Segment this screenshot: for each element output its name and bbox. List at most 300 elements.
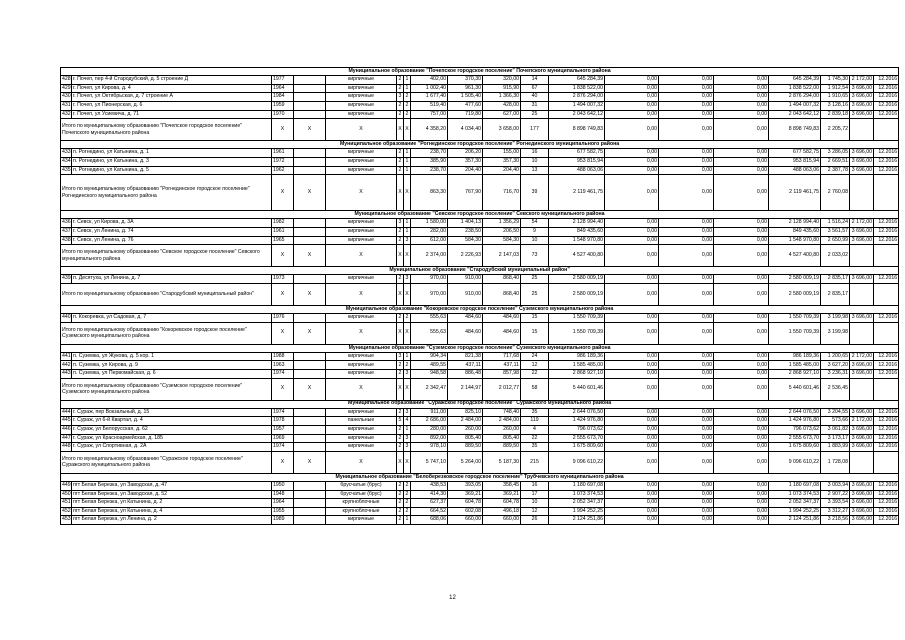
table-cell: 429 bbox=[61, 84, 72, 93]
table-cell: 3 696,00 bbox=[850, 443, 874, 452]
total-cell: 2 374,00 bbox=[411, 245, 448, 267]
table-cell: 1963 bbox=[272, 361, 294, 370]
table-cell: 119 bbox=[521, 417, 549, 426]
section-header bbox=[61, 267, 899, 275]
table-cell: 1 677,40 bbox=[411, 93, 448, 102]
table-row bbox=[61, 516, 899, 525]
table-cell: 430 bbox=[61, 93, 72, 102]
table-cell: 0,00 bbox=[605, 352, 659, 361]
table-cell bbox=[294, 149, 326, 158]
total-cell: 9 096 610,22 bbox=[769, 451, 821, 473]
table-cell: 3 696,00 bbox=[850, 101, 874, 110]
table-cell: 3 bbox=[404, 443, 411, 452]
table-cell: 0,00 bbox=[659, 76, 714, 85]
table-cell: 0,00 bbox=[605, 361, 659, 370]
total-cell: X bbox=[404, 378, 411, 400]
total-cell: X bbox=[326, 175, 397, 211]
table-cell: 54 bbox=[521, 219, 549, 228]
table-cell: 1 550 709,39 bbox=[769, 314, 821, 323]
total-cell: 5 187,30 bbox=[483, 451, 521, 473]
table-cell: 12.2016 bbox=[874, 76, 899, 85]
table-cell: 1964 bbox=[272, 84, 294, 93]
table-cell: 496,18 bbox=[483, 507, 521, 516]
table-row bbox=[61, 101, 899, 110]
table-cell: 1 073 374,53 bbox=[769, 490, 821, 499]
total-cell bbox=[874, 283, 899, 305]
total-cell bbox=[850, 245, 874, 267]
table-cell: 1974 bbox=[272, 370, 294, 379]
table-cell: 13 bbox=[521, 166, 549, 175]
table-cell: 0,00 bbox=[714, 101, 769, 110]
table-cell: 573,66 bbox=[821, 417, 850, 426]
total-cell: 5 440 601,46 bbox=[549, 378, 605, 400]
table-cell: 3 696,00 bbox=[850, 426, 874, 435]
table-cell: 2 650,99 bbox=[821, 236, 850, 245]
table-cell: 1 bbox=[404, 84, 411, 93]
table-cell: 3 061,82 bbox=[821, 426, 850, 435]
table-cell: 3 696,00 bbox=[850, 361, 874, 370]
table-cell: 484,60 bbox=[483, 314, 521, 323]
table-cell: г. Почеп, ул Усиевича, д. 71 bbox=[72, 110, 272, 119]
table-cell: 1950 bbox=[272, 481, 294, 490]
section-header bbox=[61, 400, 899, 408]
total-cell: 4 527 400,80 bbox=[549, 245, 605, 267]
housing-registry-table bbox=[60, 67, 899, 525]
table-cell: 12.2016 bbox=[874, 352, 899, 361]
total-label: Итого по муниципальному образованию "Севское городское поселение" Севского муниципального района bbox=[61, 245, 272, 267]
table-cell: г. Сураж, ул Спортивная, д. 2А bbox=[72, 443, 272, 452]
total-cell bbox=[850, 378, 874, 400]
table-cell: 12.2016 bbox=[874, 499, 899, 508]
total-cell: 0,00 bbox=[714, 322, 769, 344]
table-cell: 206,50 bbox=[483, 227, 521, 236]
table-row bbox=[61, 219, 899, 228]
table-cell: 3 173,17 bbox=[821, 434, 850, 443]
table-cell: 2 043 642,12 bbox=[549, 110, 605, 119]
table-cell: 868,40 bbox=[483, 275, 521, 284]
table-cell: 433 bbox=[61, 149, 72, 158]
table-cell: 961,30 bbox=[448, 84, 483, 93]
table-cell: 2 bbox=[404, 110, 411, 119]
table-cell: 35 bbox=[521, 443, 549, 452]
table-cell: 320,00 bbox=[483, 76, 521, 85]
total-cell: 4 527 400,80 bbox=[769, 245, 821, 267]
table-cell: 2 bbox=[404, 101, 411, 110]
table-row bbox=[61, 490, 899, 499]
total-cell: X bbox=[272, 378, 294, 400]
total-cell: X bbox=[294, 451, 326, 473]
table-cell: 2 052 347,37 bbox=[769, 499, 821, 508]
total-cell: X bbox=[294, 378, 326, 400]
table-cell: 1 bbox=[404, 352, 411, 361]
table-cell: 40 bbox=[521, 93, 549, 102]
table-cell: кирпичные bbox=[326, 227, 397, 236]
table-cell: 948,58 bbox=[411, 370, 448, 379]
table-cell bbox=[294, 426, 326, 435]
table-cell: 12.2016 bbox=[874, 149, 899, 158]
table-cell: 3 bbox=[404, 275, 411, 284]
total-cell: X bbox=[404, 451, 411, 473]
table-cell bbox=[294, 110, 326, 119]
table-cell: 1 bbox=[404, 426, 411, 435]
table-cell bbox=[294, 370, 326, 379]
table-cell: 3 236,31 bbox=[821, 370, 850, 379]
total-cell: X bbox=[294, 119, 326, 141]
table-cell: 385,90 bbox=[411, 157, 448, 166]
table-cell: 889,50 bbox=[448, 443, 483, 452]
table-cell: 282,00 bbox=[411, 227, 448, 236]
total-cell: X bbox=[397, 119, 404, 141]
table-cell: 1 494 007,32 bbox=[549, 101, 605, 110]
table-cell: 2 172,00 bbox=[850, 76, 874, 85]
total-label: Итого по муниципальному образованию "Кокоревское городское поселение" Суземского муниципального района bbox=[61, 322, 272, 344]
total-cell: 484,60 bbox=[483, 322, 521, 344]
table-cell: 2 bbox=[397, 443, 404, 452]
table-cell: панельные bbox=[326, 417, 397, 426]
table-cell: 1 180 697,08 bbox=[549, 481, 605, 490]
table-cell: 1 585 485,00 bbox=[549, 361, 605, 370]
table-cell: 3 312,27 bbox=[821, 507, 850, 516]
table-cell: 0,00 bbox=[659, 434, 714, 443]
total-cell: 8 898 749,83 bbox=[549, 119, 605, 141]
table-cell: 434 bbox=[61, 157, 72, 166]
section-header bbox=[61, 344, 899, 352]
table-cell: 0,00 bbox=[605, 84, 659, 93]
table-cell: 645 284,39 bbox=[769, 76, 821, 85]
table-cell: 1 883,99 bbox=[821, 443, 850, 452]
table-cell: 26 bbox=[521, 516, 549, 525]
table-cell: 986 189,36 bbox=[549, 352, 605, 361]
total-cell: X bbox=[272, 322, 294, 344]
total-cell: 484,60 bbox=[448, 322, 483, 344]
table-cell: 0,00 bbox=[605, 481, 659, 490]
table-cell: п. Суземка, ул Жукова, д. 5 кор. 1 bbox=[72, 352, 272, 361]
table-cell: 12 bbox=[521, 361, 549, 370]
table-cell: 0,00 bbox=[714, 149, 769, 158]
table-cell bbox=[294, 507, 326, 516]
total-cell: X bbox=[397, 451, 404, 473]
total-cell: 0,00 bbox=[605, 245, 659, 267]
table-cell: г. Почеп, ул Пионерская, д. 6 bbox=[72, 101, 272, 110]
table-cell: 857,98 bbox=[483, 370, 521, 379]
table-cell: 453 bbox=[61, 516, 72, 525]
total-cell: 767,90 bbox=[448, 175, 483, 211]
table-cell: 3 218,56 bbox=[821, 516, 850, 525]
table-cell: 393,05 bbox=[448, 481, 483, 490]
table-cell: 238,70 bbox=[411, 166, 448, 175]
table-cell: кирпичные bbox=[326, 149, 397, 158]
table-row bbox=[61, 227, 899, 236]
total-cell: 58 bbox=[521, 378, 549, 400]
total-cell: X bbox=[294, 283, 326, 305]
table-cell: 805,40 bbox=[483, 434, 521, 443]
table-cell: 3 696,00 bbox=[850, 157, 874, 166]
table-cell: 1 bbox=[404, 76, 411, 85]
table-cell: 444 bbox=[61, 408, 72, 417]
table-cell: пгт Белая Березка, ул Ленина, д. 2 bbox=[72, 516, 272, 525]
table-cell: 2 bbox=[404, 499, 411, 508]
total-cell: 39 bbox=[521, 175, 549, 211]
table-cell: 369,21 bbox=[448, 490, 483, 499]
table-cell: 437 bbox=[61, 227, 72, 236]
table-cell: 0,00 bbox=[605, 314, 659, 323]
total-row bbox=[61, 245, 899, 267]
table-cell: 3 696,00 bbox=[850, 166, 874, 175]
table-cell: 519,40 bbox=[411, 101, 448, 110]
table-cell: кирпичные bbox=[326, 370, 397, 379]
table-cell: 2 bbox=[404, 490, 411, 499]
total-cell: 0,00 bbox=[605, 378, 659, 400]
table-cell: кирпичные bbox=[326, 76, 397, 85]
total-cell: X bbox=[326, 451, 397, 473]
table-cell: 1976 bbox=[272, 314, 294, 323]
table-cell: 2 644 076,50 bbox=[769, 408, 821, 417]
table-cell: г. Почеп, ул Октябрьская, д. 7 строение А bbox=[72, 93, 272, 102]
table-cell: 2 bbox=[397, 101, 404, 110]
table-cell: 0,00 bbox=[714, 275, 769, 284]
table-row bbox=[61, 481, 899, 490]
table-cell: 2 868 927,10 bbox=[769, 370, 821, 379]
total-cell: 2 536,45 bbox=[821, 378, 850, 400]
table-cell: 0,00 bbox=[605, 426, 659, 435]
table-cell: кирпичные bbox=[326, 219, 397, 228]
table-row bbox=[61, 426, 899, 435]
table-cell: 0,00 bbox=[714, 166, 769, 175]
table-cell: 584,30 bbox=[483, 236, 521, 245]
total-cell: 2 119 461,75 bbox=[549, 175, 605, 211]
table-cell: пгт Белая Березка, ул Заводская, д. 47 bbox=[72, 481, 272, 490]
total-cell: X bbox=[397, 322, 404, 344]
total-row bbox=[61, 451, 899, 473]
total-cell: 177 bbox=[521, 119, 549, 141]
table-cell bbox=[294, 101, 326, 110]
table-cell: 12.2016 bbox=[874, 481, 899, 490]
table-cell: 2 bbox=[404, 314, 411, 323]
table-cell: 3 627,20 bbox=[821, 361, 850, 370]
total-cell: 25 bbox=[521, 283, 549, 305]
table-cell: 1 505,40 bbox=[448, 93, 483, 102]
table-cell: 0,00 bbox=[714, 443, 769, 452]
total-cell: 0,00 bbox=[659, 322, 714, 344]
table-cell: 2 686,00 bbox=[411, 417, 448, 426]
table-cell: 1959 bbox=[272, 101, 294, 110]
table-cell: п. Суземка, ул Кирова, д. 9 bbox=[72, 361, 272, 370]
table-cell: пгт Белая Березка, ул Катынина, д. 4 bbox=[72, 507, 272, 516]
table-row bbox=[61, 84, 899, 93]
table-cell: 1 bbox=[404, 157, 411, 166]
table-cell: 2 484,00 bbox=[448, 417, 483, 426]
table-cell: 12 bbox=[521, 507, 549, 516]
table-cell: 0,00 bbox=[714, 434, 769, 443]
table-cell: 12.2016 bbox=[874, 426, 899, 435]
table-cell: 0,00 bbox=[659, 275, 714, 284]
table-cell: 0,00 bbox=[659, 149, 714, 158]
table-cell: 3 003,94 bbox=[821, 481, 850, 490]
table-cell: 0,00 bbox=[714, 370, 769, 379]
table-cell: 2 043 642,12 bbox=[769, 110, 821, 119]
table-cell: 357,30 bbox=[483, 157, 521, 166]
table-row bbox=[61, 166, 899, 175]
table-cell: 1 bbox=[404, 516, 411, 525]
table-cell: 1 424 976,80 bbox=[549, 417, 605, 426]
table-cell: кирпичные bbox=[326, 408, 397, 417]
table-cell: 442 bbox=[61, 361, 72, 370]
table-cell: 1982 bbox=[272, 219, 294, 228]
table-cell: 357,30 bbox=[448, 157, 483, 166]
total-cell: 0,00 bbox=[714, 451, 769, 473]
table-cell: 1 675 809,60 bbox=[549, 443, 605, 452]
table-cell: 0,00 bbox=[714, 516, 769, 525]
table-cell: 0,00 bbox=[714, 110, 769, 119]
total-cell: 970,00 bbox=[411, 283, 448, 305]
table-cell: 2 124 251,86 bbox=[549, 516, 605, 525]
total-cell bbox=[874, 322, 899, 344]
table-cell: 435 bbox=[61, 166, 72, 175]
table-cell: 1964 bbox=[272, 499, 294, 508]
total-cell: X bbox=[397, 283, 404, 305]
table-cell: 612,00 bbox=[411, 236, 448, 245]
table-cell: 488 063,06 bbox=[549, 166, 605, 175]
total-cell bbox=[874, 245, 899, 267]
total-cell: 0,00 bbox=[659, 119, 714, 141]
table-cell: 757,00 bbox=[411, 110, 448, 119]
total-cell: 555,63 bbox=[411, 322, 448, 344]
table-cell: брусчатые (брус) bbox=[326, 490, 397, 499]
table-cell: 2 555 673,70 bbox=[549, 434, 605, 443]
table-cell: г. Сураж, пер Вокзальный, д. 15 bbox=[72, 408, 272, 417]
total-cell: 2 342,47 bbox=[411, 378, 448, 400]
section-title: Муниципальное образование "Суземское городское поселение" Суземского муниципального района bbox=[61, 344, 899, 352]
table-cell: 1948 bbox=[272, 490, 294, 499]
table-row bbox=[61, 93, 899, 102]
table-cell bbox=[294, 157, 326, 166]
table-cell: 3 199,98 bbox=[821, 314, 850, 323]
table-cell: пгт Белая Березка, ул Заводская, д. 52 bbox=[72, 490, 272, 499]
table-cell: 2 484,00 bbox=[483, 417, 521, 426]
total-cell: 1 550 709,39 bbox=[549, 322, 605, 344]
table-cell: г. Почеп, ул Кирова, д. 4 bbox=[72, 84, 272, 93]
table-cell: 431 bbox=[61, 101, 72, 110]
total-cell: 910,00 bbox=[448, 283, 483, 305]
total-cell: X bbox=[404, 175, 411, 211]
table-cell: 0,00 bbox=[605, 443, 659, 452]
table-cell: 477,60 bbox=[448, 101, 483, 110]
table-cell: 489,55 bbox=[411, 361, 448, 370]
registry-body bbox=[61, 68, 899, 525]
table-cell: 1 bbox=[404, 149, 411, 158]
table-cell: 2 907,22 bbox=[821, 490, 850, 499]
table-cell: 0,00 bbox=[659, 236, 714, 245]
total-cell: X bbox=[272, 245, 294, 267]
table-cell: 1 585 485,00 bbox=[769, 361, 821, 370]
table-cell: 445 bbox=[61, 417, 72, 426]
table-cell: 10 bbox=[521, 499, 549, 508]
table-cell: 260,00 bbox=[483, 426, 521, 435]
table-cell: 660,00 bbox=[483, 516, 521, 525]
table-cell bbox=[294, 275, 326, 284]
table-cell: 428,00 bbox=[483, 101, 521, 110]
table-cell: 796 073,62 bbox=[549, 426, 605, 435]
table-cell: 0,00 bbox=[714, 481, 769, 490]
table-cell bbox=[294, 361, 326, 370]
table-cell: 204,40 bbox=[448, 166, 483, 175]
table-cell: 2 868 927,10 bbox=[549, 370, 605, 379]
table-cell: 0,00 bbox=[714, 408, 769, 417]
table-cell: 849 435,60 bbox=[549, 227, 605, 236]
total-cell: 4 358,20 bbox=[411, 119, 448, 141]
table-cell bbox=[294, 236, 326, 245]
table-cell: 12.2016 bbox=[874, 417, 899, 426]
table-row bbox=[61, 507, 899, 516]
table-cell: 2 bbox=[397, 76, 404, 85]
table-cell: кирпичные bbox=[326, 275, 397, 284]
table-cell: 12.2016 bbox=[874, 93, 899, 102]
table-cell: 2 bbox=[404, 361, 411, 370]
table-cell: 0,00 bbox=[659, 507, 714, 516]
table-cell: 645 284,39 bbox=[549, 76, 605, 85]
table-row bbox=[61, 157, 899, 166]
table-row bbox=[61, 314, 899, 323]
table-cell: 16 bbox=[521, 481, 549, 490]
table-cell: 2 bbox=[404, 93, 411, 102]
total-cell bbox=[850, 451, 874, 473]
table-cell: 12.2016 bbox=[874, 166, 899, 175]
table-cell bbox=[294, 499, 326, 508]
total-cell bbox=[850, 119, 874, 141]
total-row bbox=[61, 378, 899, 400]
table-cell: п. Кокоревка, ул Садовая, д. 7 bbox=[72, 314, 272, 323]
table-cell: 414,30 bbox=[411, 490, 448, 499]
table-cell: 0,00 bbox=[605, 149, 659, 158]
table-cell: 1957 bbox=[272, 426, 294, 435]
table-cell: крупноблочные bbox=[326, 507, 397, 516]
table-cell: 627,37 bbox=[411, 499, 448, 508]
section-title: Муниципальное образование "Рогнединское городское поселение" Рогнединского муниципального района bbox=[61, 141, 899, 149]
table-cell: 3 696,00 bbox=[850, 507, 874, 516]
table-cell: пгт Белая Березка, ул Катынина, д. 2 bbox=[72, 499, 272, 508]
table-cell: 2 387,78 bbox=[821, 166, 850, 175]
table-cell: 9 bbox=[521, 227, 549, 236]
table-cell: кирпичные bbox=[326, 434, 397, 443]
table-cell: 3 696,00 bbox=[850, 110, 874, 119]
total-cell: 2 119 461,75 bbox=[769, 175, 821, 211]
table-cell bbox=[294, 408, 326, 417]
table-cell: 677 582,75 bbox=[769, 149, 821, 158]
table-cell: 0,00 bbox=[605, 275, 659, 284]
table-cell: 2 bbox=[397, 314, 404, 323]
table-cell: 821,38 bbox=[448, 352, 483, 361]
total-cell: X bbox=[326, 119, 397, 141]
table-cell: 1974 bbox=[272, 443, 294, 452]
table-cell: 584,30 bbox=[448, 236, 483, 245]
table-cell: г. Сураж, ул 6-й Квартал, д. 4 bbox=[72, 417, 272, 426]
table-cell: 12.2016 bbox=[874, 110, 899, 119]
table-cell: 12.2016 bbox=[874, 227, 899, 236]
table-cell: 1 bbox=[404, 166, 411, 175]
total-cell: 716,70 bbox=[483, 175, 521, 211]
section-title: Муниципальное образование "Кокоревское городское поселение" Суземского муниципального района bbox=[61, 305, 899, 313]
table-cell: 2 bbox=[397, 157, 404, 166]
table-cell: 12.2016 bbox=[874, 516, 899, 525]
table-cell: 3 bbox=[404, 434, 411, 443]
table-cell: 1 356,29 bbox=[483, 219, 521, 228]
total-label: Итого по муниципальному образованию "Суземское городское поселение" Суземского муниципального района bbox=[61, 378, 272, 400]
table-cell: 719,80 bbox=[448, 110, 483, 119]
table-row bbox=[61, 434, 899, 443]
table-cell: 369,21 bbox=[483, 490, 521, 499]
table-cell: 447 bbox=[61, 434, 72, 443]
table-cell: 0,00 bbox=[605, 76, 659, 85]
